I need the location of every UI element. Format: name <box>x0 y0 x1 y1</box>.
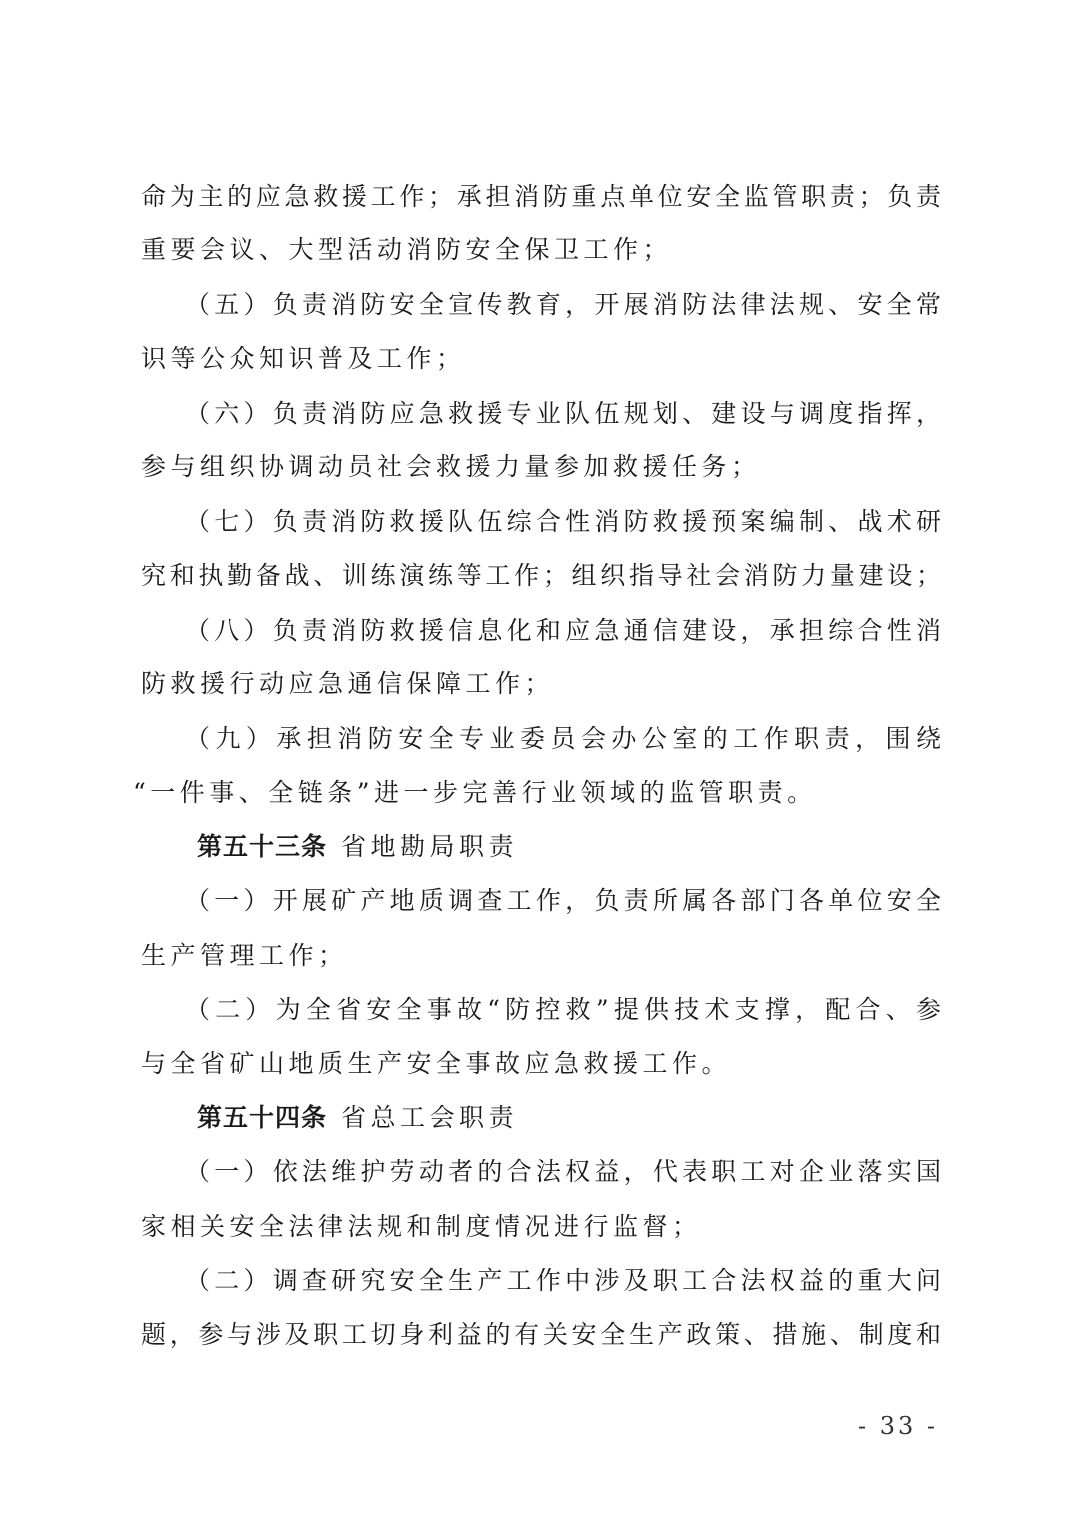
text-line: 防救援行动应急通信保障工作； <box>141 669 555 698</box>
text-line: 家相关安全法律法规和制度情况进行监督； <box>141 1212 702 1241</box>
text-line: （二）为全省安全事故“防控救”提供技术支撑，配合、参 <box>185 995 941 1024</box>
page-number: - 33 - <box>858 1412 939 1440</box>
text-line: 生产管理工作； <box>141 941 348 970</box>
article-53-heading <box>197 830 518 864</box>
text-line: 题，参与涉及职工切身利益的有关安全生产政策、措施、制度和 <box>141 1320 941 1349</box>
text-line: （六）负责消防应急救援专业队伍规划、建设与调度指挥， <box>185 399 941 428</box>
article-54-heading <box>197 1101 518 1135</box>
text-line: （九）承担消防安全专业委员会办公室的工作职责，围绕 <box>185 724 941 753</box>
text-line: 参与组织协调动员社会救援力量参加救援任务； <box>141 452 761 481</box>
article-54-label: 第五十四条 <box>197 1103 328 1132</box>
text-line: 重要会议、大型活动消防安全保卫工作； <box>141 235 673 264</box>
article-53-title: 省地勘局职责 <box>341 832 519 861</box>
text-line: 识等公众知识普及工作； <box>141 344 466 373</box>
text-line: （五）负责消防安全宣传教育，开展消防法律法规、安全常 <box>185 290 941 319</box>
text-line: （七）负责消防救援队伍综合性消防救援预案编制、战术研 <box>185 507 941 536</box>
text-line: （一）开展矿产地质调查工作，负责所属各部门各单位安全 <box>185 886 941 915</box>
article-53-label: 第五十三条 <box>197 832 328 861</box>
text-line: （二）调查研究安全生产工作中涉及职工合法权益的重大问 <box>185 1266 941 1295</box>
text-line: （八）负责消防救援信息化和应急通信建设，承担综合性消 <box>185 616 941 645</box>
article-54-title: 省总工会职责 <box>341 1103 519 1132</box>
text-line: 与全省矿山地质生产安全事故应急救援工作。 <box>141 1049 732 1078</box>
text-line: （一）依法维护劳动者的合法权益，代表职工对企业落实国 <box>185 1157 941 1186</box>
text-line: 究和执勤备战、训练演练等工作；组织指导社会消防力量建设； <box>141 561 941 590</box>
text-line: 命为主的应急救援工作；承担消防重点单位安全监管职责；负责 <box>141 182 941 211</box>
text-line: “一件事、全链条”进一步完善行业领域的监管职责。 <box>133 778 817 807</box>
